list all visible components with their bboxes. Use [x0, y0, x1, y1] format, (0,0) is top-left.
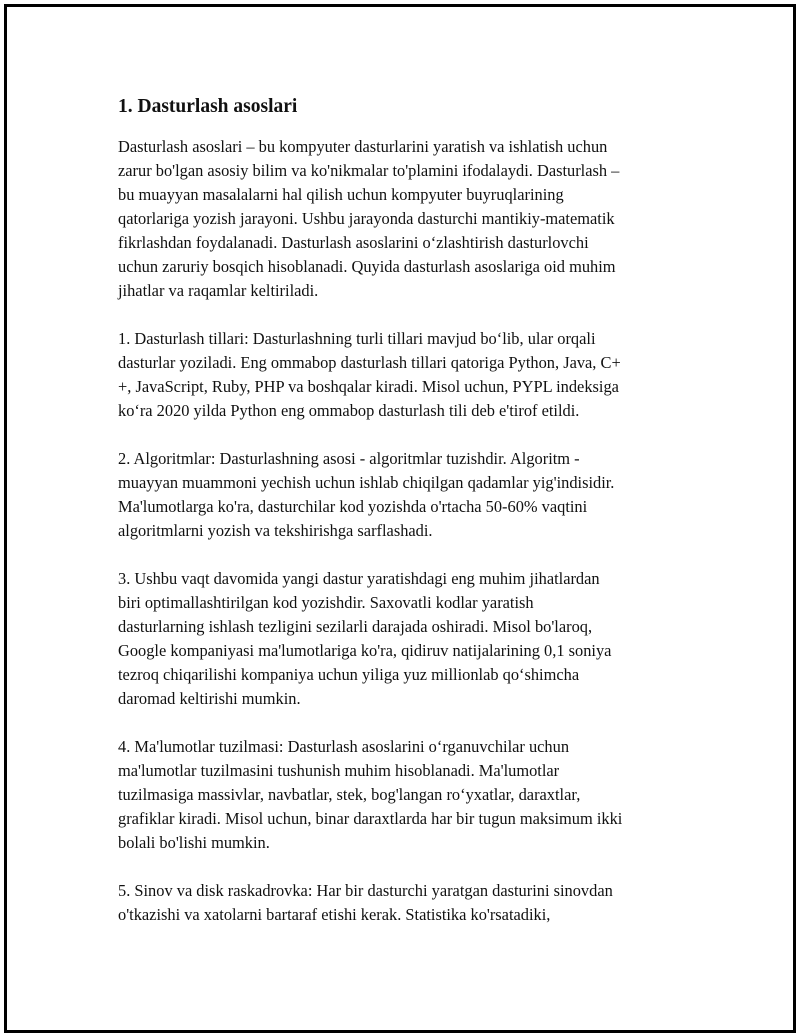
text-line: ma'lumotlar tuzilmasini tushunish muhim hisoblanadi. Ma'lumotlar: [118, 761, 560, 780]
paragraph-testing: [118, 879, 688, 927]
text-line: Ma'lumotlarga ko'ra, dasturchilar kod yozishda o'rtacha 50-60% vaqtini: [118, 497, 588, 516]
text-line: 3. Ushbu vaqt davomida yangi dastur yaratishdagi eng muhim jihatlardan: [118, 569, 600, 588]
document-body: [118, 94, 688, 951]
intro-paragraph: [118, 135, 688, 303]
text-line: zarur bo'lgan asosiy bilim va ko'nikmalar to'plamini ifodalaydi. Dasturlash –: [118, 161, 620, 180]
text-line: Google kompaniyasi ma'lumotlariga ko'ra, qidiruv natijalarining 0,1 soniya: [118, 641, 612, 660]
text-line: tezroq chiqarilishi kompaniya uchun yiliga yuz millionlab qoʻshimcha: [118, 665, 580, 684]
text-line: dasturlarning ishlash tezligini sezilarli darajada oshiradi. Misol bo'laroq,: [118, 617, 593, 636]
text-line: daromad keltirishi mumkin.: [118, 689, 301, 708]
text-line: koʻra 2020 yilda Python eng ommabop dasturlash tili deb e'tirof etildi.: [118, 401, 580, 420]
text-line: uchun zaruriy bosqich hisoblanadi. Quyida dasturlash asoslariga oid muhim: [118, 257, 616, 276]
section-heading: 1. Dasturlash asoslari: [118, 96, 298, 117]
text-line: qatorlariga yozish jarayoni. Ushbu jarayonda dasturchi mantikiy-matematik: [118, 209, 615, 228]
text-line: bu muayyan masalalarni hal qilish uchun kompyuter buyruqlarining: [118, 185, 564, 204]
text-line: biri optimallashtirilgan kod yozishdir. Saxovatli kodlar yaratish: [118, 593, 534, 612]
text-line: 4. Ma'lumotlar tuzilmasi: Dasturlash asoslarini oʻrganuvchilar uchun: [118, 737, 570, 756]
text-line: bolali bo'lishi mumkin.: [118, 833, 270, 852]
text-line: fikrlashdan foydalanadi. Dasturlash asoslarini oʻzlashtirish dasturlovchi: [118, 233, 589, 252]
text-line: muayyan muammoni yechish uchun ishlab chiqilgan qadamlar yig'indisidir.: [118, 473, 615, 492]
text-line: dasturlar yoziladi. Eng ommabop dasturlash tillari qatoriga Python, Java, C+: [118, 353, 621, 372]
text-line: +, JavaScript, Ruby, PHP va boshqalar kiradi. Misol uchun, PYPL indeksiga: [118, 377, 619, 396]
paragraph-optimization: [118, 567, 688, 711]
text-line: jihatlar va raqamlar keltiriladi.: [118, 281, 319, 300]
text-line: Dasturlash asoslari – bu kompyuter dasturlarini yaratish va ishlatish uchun: [118, 137, 608, 156]
text-line: 1. Dasturlash tillari: Dasturlashning turli tillari mavjud boʻlib, ular orqali: [118, 329, 596, 348]
text-line: o'tkazishi va xatolarni bartaraf etishi kerak. Statistika ko'rsatadiki,: [118, 905, 551, 924]
text-line: 2. Algoritmlar: Dasturlashning asosi - algoritmlar tuzishdir. Algoritm -: [118, 449, 580, 468]
text-line: grafiklar kiradi. Misol uchun, binar daraxtlarda har bir tugun maksimum ikki: [118, 809, 623, 828]
paragraph-languages: [118, 327, 688, 423]
text-line: algoritmlarni yozish va tekshirishga sarflashadi.: [118, 521, 433, 540]
paragraph-data-structures: [118, 735, 688, 855]
text-line: tuzilmasiga massivlar, navbatlar, stek, bog'langan roʻyxatlar, daraxtlar,: [118, 785, 581, 804]
text-line: 5. Sinov va disk raskadrovka: Har bir dasturchi yaratgan dasturini sinovdan: [118, 881, 613, 900]
paragraph-algorithms: [118, 447, 688, 543]
